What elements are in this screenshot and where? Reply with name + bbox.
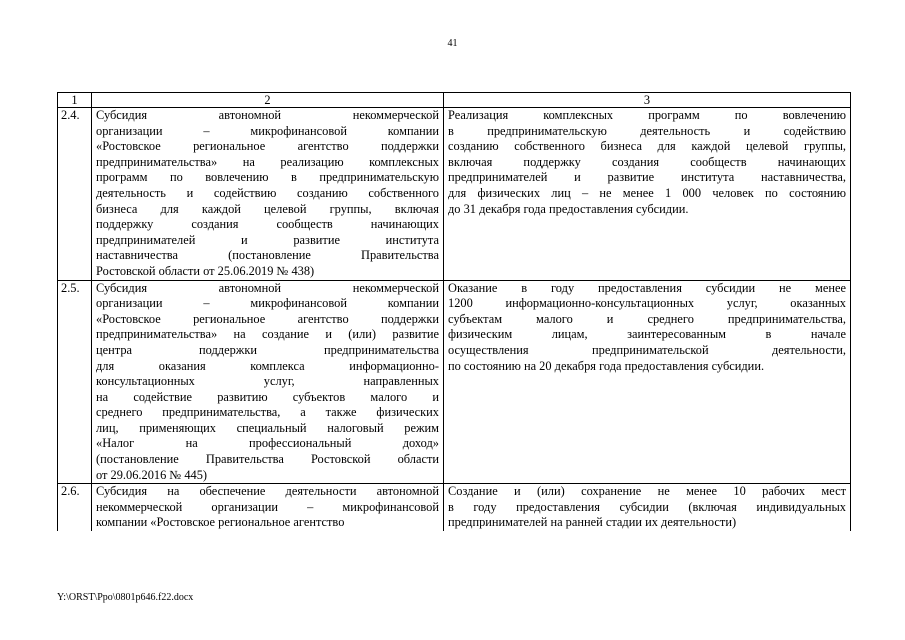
subsidy-table — [57, 92, 851, 531]
text-line: «Ростовское региональное агентство поддержки — [96, 311, 439, 326]
text-line: для физических лиц – не менее 1 000 человек по состоянию — [448, 185, 846, 200]
text-line: Субсидия на обеспечение деятельности автономной — [96, 484, 439, 499]
table-row — [58, 108, 851, 281]
subsidy-name-cell — [92, 484, 444, 531]
text-line: осуществления предпринимательской деятельности, — [448, 342, 846, 357]
text-line: бизнеса для каждой целевой группы, включая — [96, 201, 439, 216]
result-cell — [444, 108, 851, 281]
text-line: организации – микрофинансовой компании — [96, 296, 439, 311]
text-line: предпринимателей на ранней стадии их деятельности) — [448, 515, 737, 530]
text-line: в году предоставления субсидии (включая индивидуальных — [448, 499, 846, 514]
text-line: субъектам малого и среднего предпринимательства, — [448, 311, 846, 326]
text-line: до 31 декабря года предоставления субсидии. — [448, 201, 689, 216]
text-line: включая поддержку создания сообществ начинающих — [448, 154, 846, 169]
text-line: «Ростовское региональное агентство поддержки — [96, 139, 439, 154]
page-number: 41 — [447, 38, 458, 49]
result-cell — [444, 484, 851, 531]
header-cell-1: 1 — [58, 93, 92, 108]
text-line: созданию собственного бизнеса для каждой целевой группы, — [448, 139, 846, 154]
text-line: Оказание в году предоставления субсидии не менее — [448, 280, 846, 295]
text-line: Субсидия автономной некоммерческой — [96, 280, 439, 295]
text-line: в предпринимательскую деятельность и содействию — [448, 123, 846, 138]
text-line: по состоянию на 20 декабря года предоставления субсидии. — [448, 358, 765, 373]
text-line: консультационных услуг, направленных — [96, 374, 439, 389]
row-number: 2.5. — [58, 280, 92, 484]
text-line: Создание и (или) сохранение не менее 10 рабочих мест — [448, 484, 846, 499]
text-line: 1200 информационно-консультационных услуг, оказанных — [448, 296, 846, 311]
text-line: «Налог на профессиональный доход» — [96, 436, 439, 451]
text-line: центра поддержки предпринимательства — [96, 342, 439, 357]
header-cell-2: 2 — [92, 93, 444, 108]
text-line: деятельность и содействию созданию собственного — [96, 185, 439, 200]
text-line: лиц, применяющих специальный налоговый режим — [96, 420, 439, 435]
table-row — [58, 280, 851, 484]
text-line: Субсидия автономной некоммерческой — [96, 108, 439, 122]
text-line: предпринимательства» на реализацию комплексных — [96, 154, 439, 169]
text-line: компании «Ростовское региональное агентство — [96, 515, 345, 530]
table-row — [58, 484, 851, 531]
text-line: организации – микрофинансовой компании — [96, 123, 439, 138]
result-cell — [444, 280, 851, 484]
text-line: среднего предпринимательства, а также физических — [96, 405, 439, 420]
text-line: физическим лицам, заинтересованным в начале — [448, 327, 846, 342]
file-path-footer: Y:\ORST\Ppo\0801p646.f22.docx — [57, 592, 194, 603]
text-line: предпринимателей и развитие института наставничества, — [448, 170, 846, 185]
text-line: предпринимательства» на создание и (или) развитие — [96, 327, 439, 342]
header-cell-3: 3 — [444, 93, 851, 108]
text-line: поддержку создания сообществ начинающих — [96, 217, 439, 232]
text-line: наставничества (постановление Правительства — [96, 248, 439, 263]
subsidy-name-cell — [92, 108, 444, 281]
text-line: на содействие развитию субъектов малого и — [96, 389, 439, 404]
text-line: Ростовской области от 25.06.2019 № 438) — [96, 263, 315, 278]
text-line: некоммерческой организации – микрофинансовой — [96, 499, 439, 514]
text-line: от 29.06.2016 № 445) — [96, 467, 208, 482]
text-line: программ по вовлечению в предпринимательскую — [96, 170, 439, 185]
text-line: Реализация комплексных программ по вовлечению — [448, 108, 846, 122]
text-line: (постановление Правительства Ростовской области — [96, 452, 439, 467]
row-number: 2.4. — [58, 108, 92, 281]
text-line: предпринимателей и развитие института — [96, 232, 439, 247]
row-number: 2.6. — [58, 484, 92, 531]
text-line: для оказания комплекса информационно- — [96, 358, 439, 373]
table-header-row — [58, 93, 851, 108]
subsidy-name-cell — [92, 280, 444, 484]
